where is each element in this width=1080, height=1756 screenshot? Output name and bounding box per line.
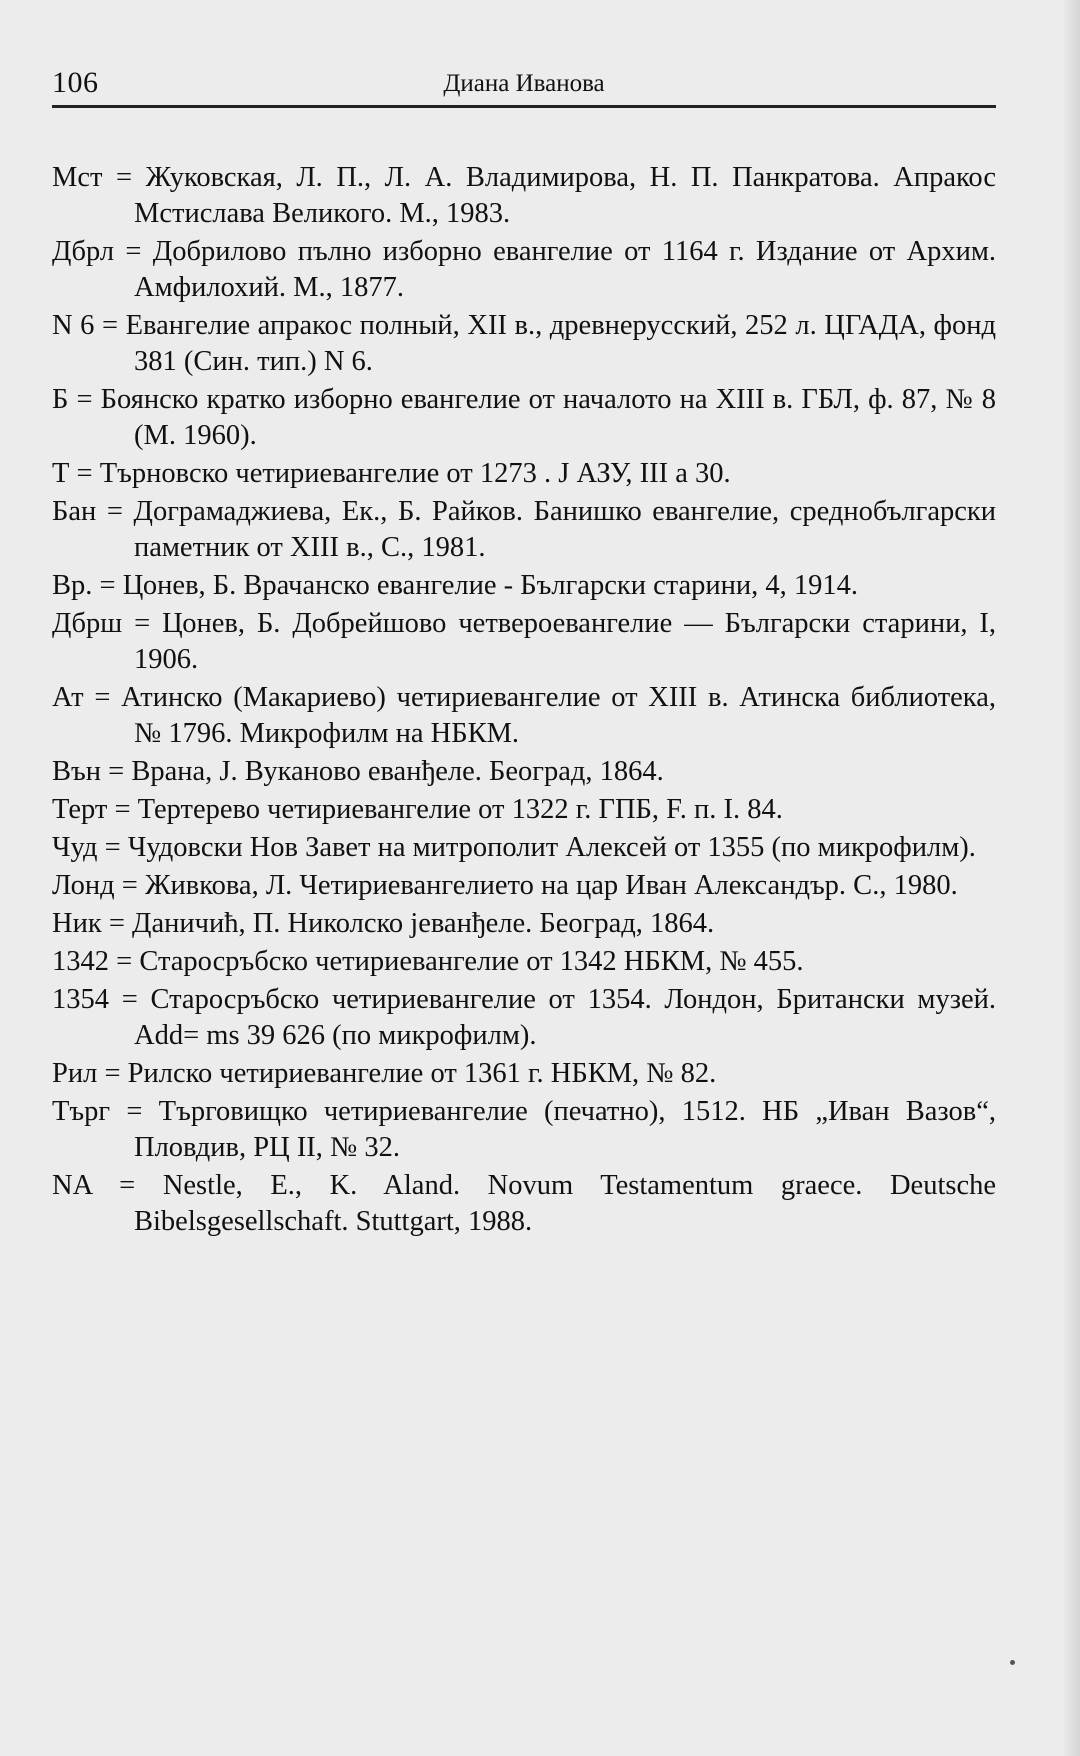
abbreviation-entry [52,830,996,866]
entry-abbreviation: Вр. [52,570,93,601]
equals-sign: = [102,162,146,193]
entry-text: Тертерево четириевангелие от 1322 г. ГПБ, F. п. I. 84. [137,794,783,825]
equals-sign: = [68,384,101,415]
equals-sign: = [114,236,153,267]
abbreviation-entry [52,606,996,678]
abbreviation-entry [52,906,996,942]
entry-text: Даничић, П. Николско јеванђеле. Београд, 1864. [132,908,715,939]
entry-abbreviation: 1342 [52,946,109,977]
entry-abbreviation: NA [52,1170,92,1201]
abbreviation-entry [52,944,996,980]
equals-sign: = [97,832,128,863]
equals-sign: = [83,682,122,713]
entry-text: Nestle, E., K. Aland. Novum Testamentum graece. Deutsche Bibelsgesellschaft. Stuttgart, 1988. [134,1170,996,1237]
equals-sign: = [110,1096,159,1127]
equals-sign: = [69,458,100,489]
entry-text: Цонев, Б. Врачанско евангелие - Български старини, 4, 1914. [122,570,859,601]
abbreviation-entry [52,308,996,380]
equals-sign: = [109,984,151,1015]
entry-abbreviation: Ат [52,682,84,713]
abbreviation-entry [52,456,996,492]
entry-text: Чудовски Нов Завет на митрополит Алексей от 1355 (по микрофилм). [127,832,976,863]
equals-sign: = [101,756,132,787]
entry-abbreviation: Бан [52,496,97,527]
entry-abbreviation: Мст [52,162,103,193]
abbreviation-entry [52,754,996,790]
abbreviation-entry [52,680,996,752]
page-header [52,62,996,106]
entry-text: Живкова, Л. Четириевангелието на цар Иван Александър. С., 1980. [144,870,958,901]
equals-sign: = [107,794,138,825]
abbreviation-entry [52,1056,996,1092]
abbreviation-entry [52,234,996,306]
equals-sign: = [92,570,123,601]
entry-abbreviation: Терт [52,794,108,825]
abbreviation-entry [52,160,996,232]
entry-abbreviation: Т [52,458,70,489]
equals-sign: = [97,1058,128,1089]
entry-abbreviation: Търг [52,1096,111,1127]
entry-abbreviation: 1354 [52,984,109,1015]
equals-sign: = [114,870,145,901]
entry-text: Жуковская, Л. П., Л. А. Владимирова, Н. П. Панкратова. Апракос Мстислава Великого. М., 1983. [134,162,997,229]
abbreviation-list [52,160,996,1242]
equals-sign: = [96,496,134,527]
entry-abbreviation: Чуд [52,832,98,863]
entry-text: Дограмаджиева, Ек., Б. Райков. Банишко евангелие, среднобългарски паметник от XIII в., С., 1981. [133,496,997,563]
entry-abbreviation: Дбрл [52,236,115,267]
equals-sign: = [101,908,133,939]
running-head: Диана Иванова [443,70,605,97]
entry-text: Търновско четириевангелие от 1273 . J АЗУ, III а 30. [99,458,731,489]
entry-abbreviation: Ник [52,908,102,939]
abbreviation-entry [52,792,996,828]
abbreviation-entry [52,868,996,904]
header-rule [52,105,996,108]
entry-abbreviation: Вън [52,756,101,787]
entry-abbreviation: Дбрш [52,608,123,639]
entry-abbreviation: Рил [52,1058,98,1089]
entry-text: Цонев, Б. Добрейшово четвероевангелие — Български старини, I, 1906. [134,608,997,675]
entry-text: Старосръбско четириевангелие от 1342 НБКМ, № 455. [139,946,804,977]
entry-abbreviation: Лонд [52,870,115,901]
print-speck [1010,1660,1015,1665]
entry-text: Боянско кратко изборно евангелие от началото на XIII в. ГБЛ, ф. 87, № 8 (М. 1960). [100,384,997,451]
entry-text: Добрилово пълно изборно евангелие от 1164 г. Издание от Архим. Амфилохий. М., 1877. [134,236,996,303]
abbreviation-entry [52,1094,996,1166]
equals-sign: = [94,310,126,341]
entry-text: Старосръбско четириевангелие от 1354. Лондон, Британски музей. Add= ms 39 626 (по микрофилм). [134,984,996,1051]
equals-sign: = [91,1170,163,1201]
entry-abbreviation: N 6 [52,310,95,341]
equals-sign: = [122,608,163,639]
entry-text: Търговищко четириевангелие (печатно), 1512. НБ „Иван Вазов“, Пловдив, РЦ II, № 32. [134,1096,997,1163]
abbreviation-entry [52,494,996,566]
entry-text: Врана, J. Вуканово еванђеле. Београд, 1864. [131,756,664,787]
abbreviation-entry [52,568,996,604]
entry-text: Рилско четириевангелие от 1361 г. НБКМ, № 82. [127,1058,717,1089]
abbreviation-entry [52,382,996,454]
entry-abbreviation: Б [52,384,69,415]
page-edge-shadow [1062,0,1080,1756]
entry-text: Евангелие апракос полный, XII в., древнерусский, 252 л. ЦГАДА, фонд 381 (Син. тип.) N 6. [125,310,996,377]
entry-text: Атинско (Макариево) четириевангелие от XIII в. Атинска библиотека, № 1796. Микрофилм на НБКМ. [121,682,996,749]
abbreviation-entry [52,1168,996,1240]
page-number: 106 [52,66,99,99]
abbreviation-entry [52,982,996,1054]
equals-sign: = [109,946,140,977]
